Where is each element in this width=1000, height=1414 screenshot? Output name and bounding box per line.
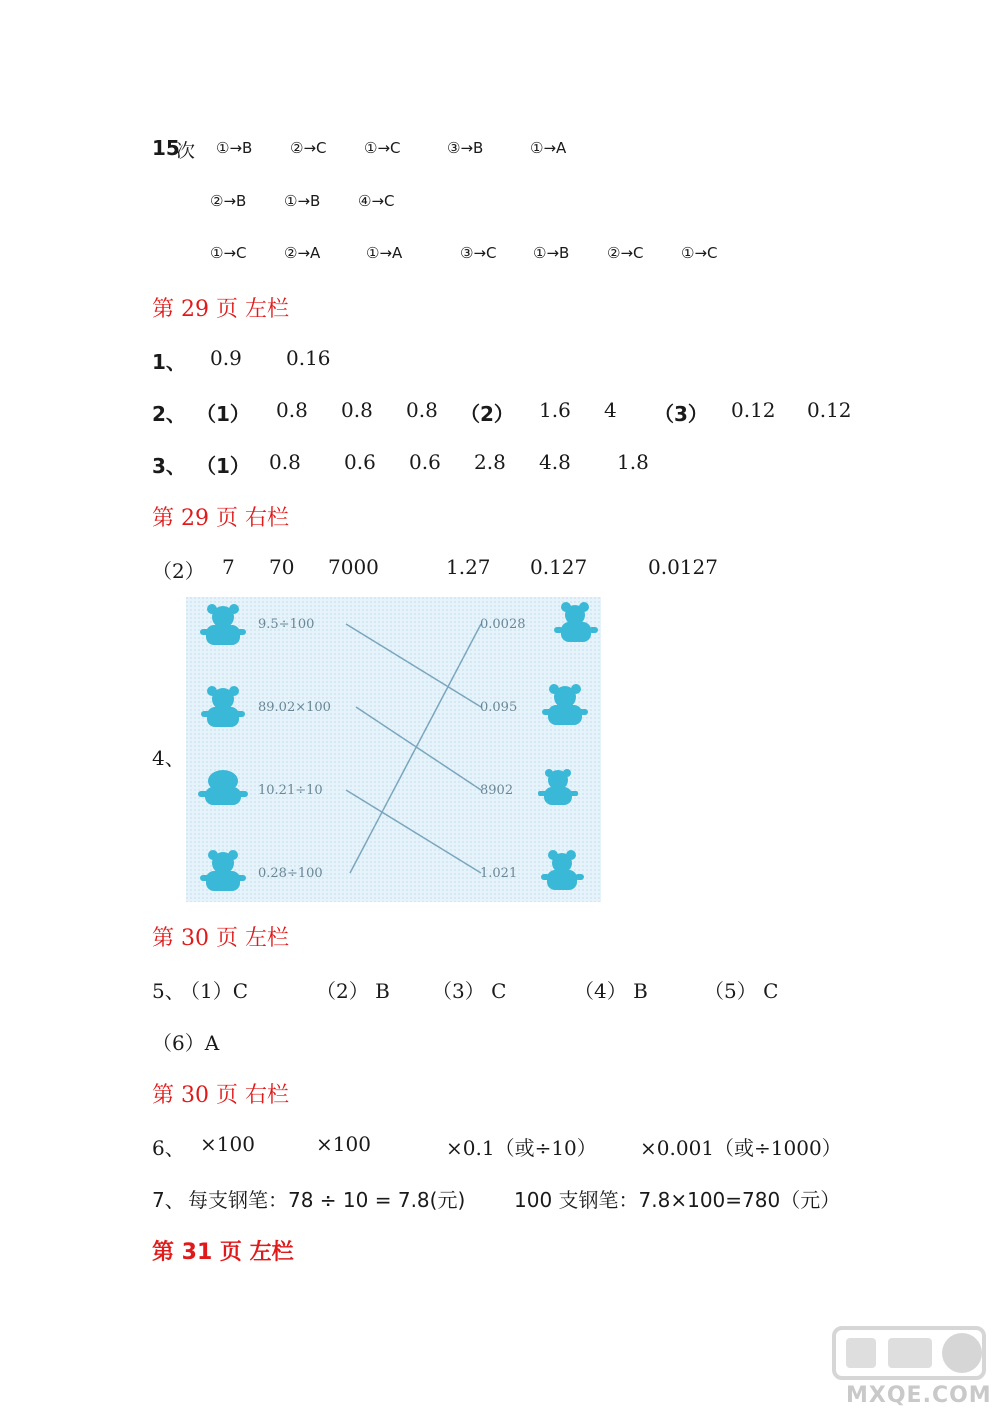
section-heading-p29-right: 第 29 页 右栏: [152, 506, 289, 531]
q3-part: 1.8: [617, 450, 649, 474]
q6-part: ×100: [200, 1132, 255, 1156]
right-result: 1.021: [480, 866, 518, 881]
q2-part: （1）: [196, 402, 250, 426]
q3b-part: 0.127: [530, 555, 588, 579]
section-heading-p29-left: 第 29 页 左栏: [152, 297, 289, 322]
q5-part: （3） C: [432, 979, 507, 1003]
q15-item: ①→B: [216, 139, 253, 157]
q3b-part: （2）: [152, 559, 205, 583]
q7-part: 100 支钢笔：7.8×100=780（元）: [514, 1188, 841, 1212]
q5-extra: （6）A: [152, 1031, 220, 1055]
q15-item: ④→C: [358, 192, 395, 210]
q3-label: 3、: [152, 454, 186, 478]
q2-part: （3）: [654, 402, 708, 426]
q5-label: 5、: [152, 979, 185, 1003]
q3b-part: 0.0127: [648, 555, 718, 579]
q2-part: （2）: [460, 402, 514, 426]
q15-label: 15: [152, 136, 180, 160]
section-heading-p30-left: 第 30 页 左栏: [152, 926, 289, 951]
section-heading-p30-right: 第 30 页 右栏: [152, 1083, 289, 1108]
matching-figure-svg: [186, 597, 601, 902]
q15-item: ①→B: [533, 244, 570, 262]
q2-part: 0.8: [276, 398, 308, 422]
q6-part: ×0.1（或÷10）: [446, 1136, 597, 1160]
right-result: 0.0028: [480, 617, 526, 632]
figure-background: [186, 597, 601, 902]
section-heading-p31-left: 第 31 页 左栏: [152, 1240, 294, 1265]
q3-part: 0.8: [269, 450, 301, 474]
q2-part: 0.12: [807, 398, 852, 422]
q3-part: 0.6: [344, 450, 376, 474]
q3b-part: 7000: [328, 555, 379, 579]
left-expression: 9.5÷100: [258, 617, 315, 632]
matching-figure: [186, 597, 601, 902]
q15-item: ②→C: [607, 244, 644, 262]
q15-item: ②→C: [290, 139, 327, 157]
left-expression: 0.28÷100: [258, 866, 323, 881]
q6-part: ×0.001（或÷1000）: [640, 1136, 842, 1160]
q2-part: 0.8: [406, 398, 438, 422]
q6-label: 6、: [152, 1136, 185, 1160]
q2-part: 1.6: [539, 398, 571, 422]
q2-part: 0.8: [341, 398, 373, 422]
q1-answer: 0.9: [210, 346, 242, 370]
q3b-part: 7: [222, 555, 235, 579]
q5-part: （4） B: [574, 979, 648, 1003]
left-expression: 89.02×100: [258, 700, 331, 715]
q3-part: 0.6: [409, 450, 441, 474]
q2-label: 2、: [152, 402, 186, 426]
q6-part: ×100: [316, 1132, 371, 1156]
q1-label: 1、: [152, 350, 186, 374]
q5-part: （2） B: [316, 979, 390, 1003]
q15-item: ②→A: [284, 244, 321, 262]
q15-item: ③→C: [460, 244, 497, 262]
q3-part: （1）: [196, 454, 250, 478]
q2-part: 0.12: [731, 398, 776, 422]
q15-item: ①→B: [284, 192, 321, 210]
q2-part: 4: [604, 398, 617, 422]
q15-item: ③→B: [447, 139, 484, 157]
q3-part: 2.8: [474, 450, 506, 474]
q3b-part: 1.27: [446, 555, 491, 579]
q15-item: ①→C: [681, 244, 718, 262]
q7-label: 7、: [152, 1188, 185, 1212]
q15-item: ①→C: [210, 244, 247, 262]
q1-answer: 0.16: [286, 346, 331, 370]
q4-label: 4、: [152, 746, 185, 770]
right-result: 0.095: [480, 700, 518, 715]
left-expression: 10.21÷10: [258, 783, 323, 798]
q5-part: （1）C: [180, 979, 249, 1003]
q3b-part: 70: [269, 555, 295, 579]
q3-part: 4.8: [539, 450, 571, 474]
q15-item: ①→A: [366, 244, 403, 262]
q15-suffix: 次: [176, 140, 196, 162]
q15-item: ①→A: [530, 139, 567, 157]
watermark-text: MXQE.COM: [846, 1383, 992, 1408]
q7-part: 每支钢笔：78 ÷ 10 = 7.8(元): [188, 1188, 466, 1212]
q15-item: ②→B: [210, 192, 247, 210]
q15-item: ①→C: [364, 139, 401, 157]
right-result: 8902: [480, 783, 514, 798]
q5-part: （5） C: [704, 979, 779, 1003]
